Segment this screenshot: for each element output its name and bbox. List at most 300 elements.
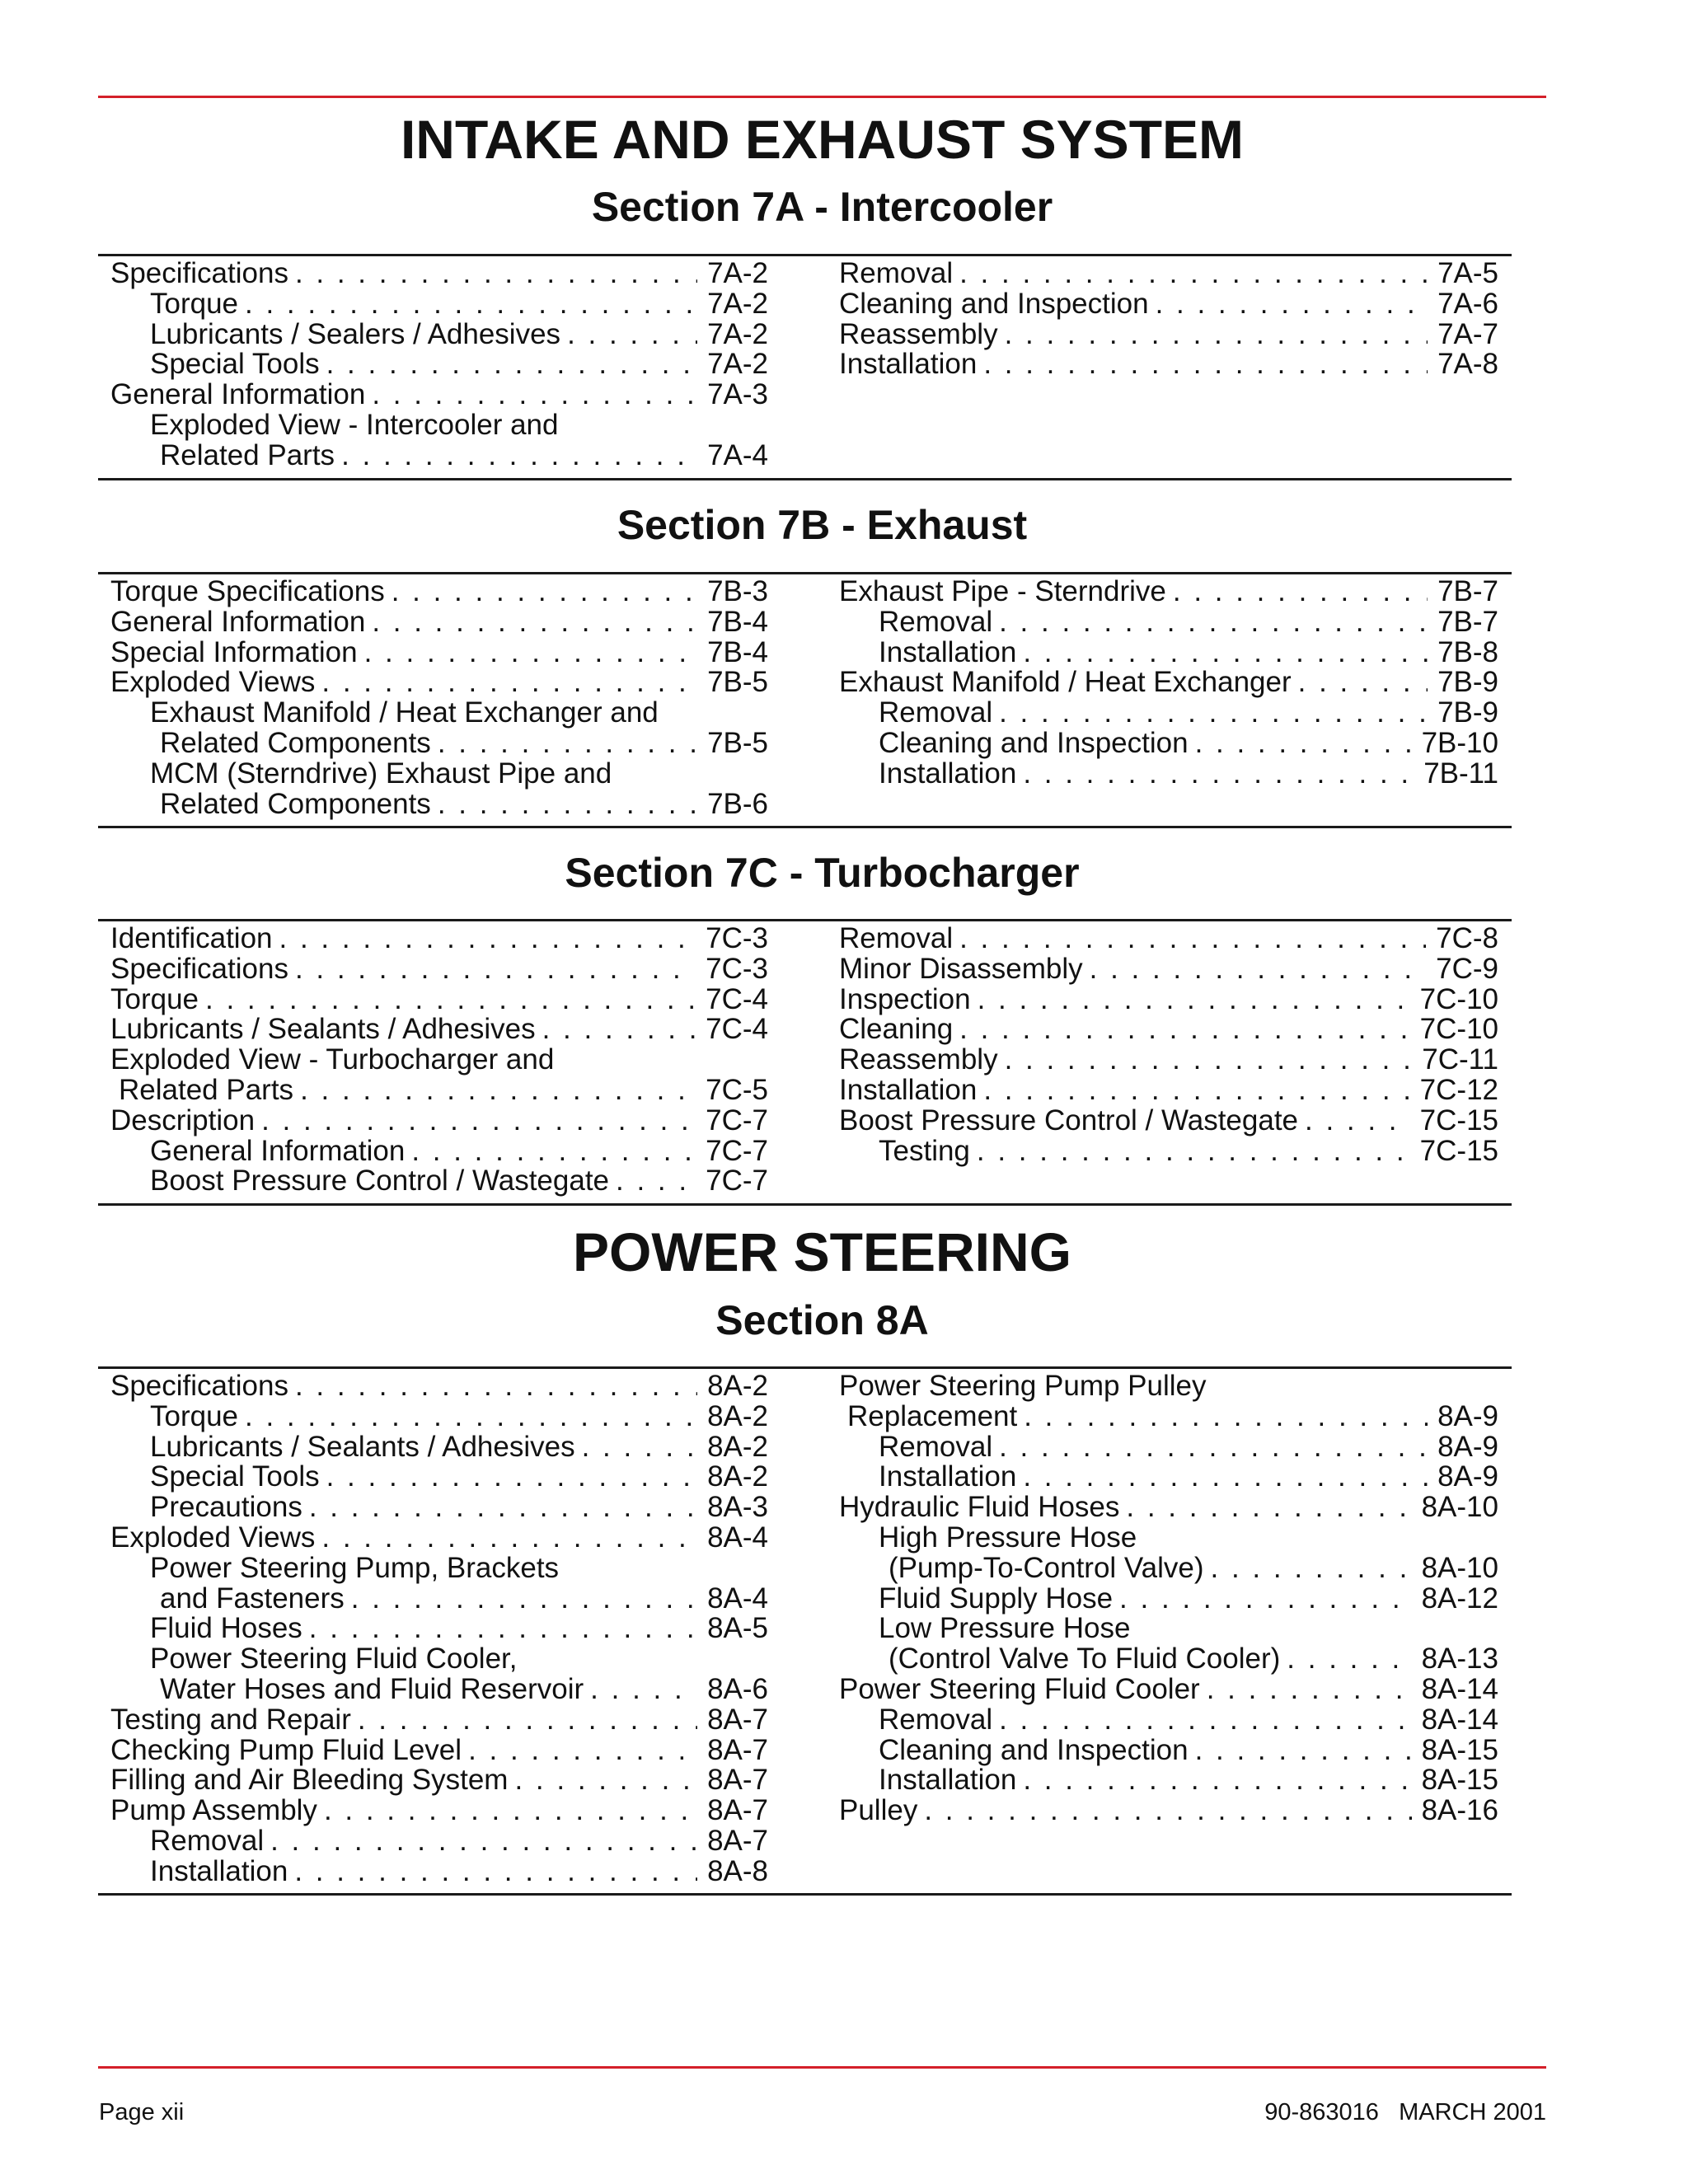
toc-entry-page: 7A-3 (707, 378, 768, 411)
chapter-title-intake-exhaust: INTAKE AND EXHAUST SYSTEM (400, 109, 1245, 170)
toc-entry-text: Related Parts (160, 438, 335, 471)
toc-entry-text: Special Tools (150, 1460, 320, 1493)
toc-dot-leader (999, 1705, 1411, 1736)
toc-entry-page: 7C-12 (1419, 1073, 1498, 1106)
toc-dot-leader (1024, 1402, 1428, 1432)
toc-entry-page: 7A-8 (1437, 348, 1498, 381)
toc-entry-page: 8A-7 (707, 1764, 768, 1797)
toc-entry-text: Installation (879, 1764, 1017, 1797)
toc-entry (839, 1462, 1498, 1493)
toc-dot-leader (999, 607, 1428, 638)
toc-entry-text: Lubricants / Sealants / Adhesives (110, 1013, 536, 1046)
toc-entry-text: Exhaust Pipe - Sterndrive (839, 575, 1166, 607)
toc-entry-text: Removal (839, 257, 954, 289)
toc-entry (839, 349, 1498, 380)
toc-entry (839, 759, 1498, 790)
section-7a-top-rule (98, 254, 1512, 256)
toc-entry (110, 1523, 768, 1554)
toc-entry (110, 289, 768, 320)
toc-entry-page: 7A-2 (707, 287, 768, 320)
toc-entry (110, 1462, 768, 1493)
toc-entry (839, 259, 1498, 289)
toc-column-8a-right (839, 1371, 1498, 1826)
toc-entry-page: 8A-9 (1437, 1430, 1498, 1463)
toc-entry (839, 1765, 1498, 1796)
section-title-7c: Section 7C - Turbocharger (565, 850, 1080, 896)
toc-dot-leader (1156, 289, 1428, 320)
toc-dot-leader (358, 1705, 697, 1736)
toc-entry (839, 668, 1498, 698)
toc-entry-page: 7B-3 (707, 575, 768, 607)
toc-entry-page: 8A-2 (707, 1460, 768, 1493)
toc-entry-text: Hydraulic Fluid Hoses (839, 1491, 1120, 1524)
toc-dot-leader (321, 668, 697, 698)
toc-entry (110, 1644, 768, 1675)
toc-entry-text: Exhaust Manifold / Heat Exchanger and (150, 696, 659, 729)
toc-dot-leader (245, 1402, 697, 1432)
toc-dot-leader (1126, 1493, 1411, 1523)
toc-column-7a-right (839, 259, 1498, 380)
toc-entry (839, 1644, 1498, 1675)
toc-entry-text: Removal (879, 1430, 993, 1463)
toc-dot-leader (411, 1137, 696, 1167)
toc-entry-page: 7B-4 (707, 635, 768, 668)
toc-dot-leader (294, 1857, 697, 1887)
toc-dot-leader (959, 1015, 1410, 1045)
toc-entry-text: General Information (150, 1134, 406, 1167)
toc-entry (839, 1705, 1498, 1736)
toc-entry-text: Fluid Hoses (150, 1612, 302, 1645)
toc-entry (110, 577, 768, 607)
toc-entry (110, 1045, 768, 1076)
toc-entry (839, 607, 1498, 638)
toc-entry (110, 982, 768, 1015)
toc-entry-page: 7C-7 (706, 1165, 768, 1197)
toc-entry-page: 7B-7 (1437, 605, 1498, 638)
toc-entry-text: Identification (110, 922, 273, 954)
section-title-7a: Section 7A - Intercooler (591, 184, 1053, 230)
toc-dot-leader (959, 924, 1426, 954)
toc-entry-text: Exhaust Manifold / Heat Exchanger (839, 666, 1292, 699)
toc-dot-leader (321, 1523, 697, 1554)
toc-entry-page: 8A-7 (707, 1733, 768, 1766)
toc-dot-leader (438, 729, 697, 759)
footer-doc-info: 90-863016 MARCH 2001 (1264, 2099, 1546, 2125)
toc-entry-page: 8A-15 (1421, 1733, 1498, 1766)
toc-entry-page: 8A-9 (1437, 1460, 1498, 1493)
toc-entry-text: Filling and Air Bleeding System (110, 1764, 509, 1797)
toc-dot-leader (270, 1826, 697, 1857)
toc-entry (839, 1551, 1498, 1584)
toc-entry-page: 8A-6 (707, 1672, 768, 1705)
toc-entry-page: 7A-7 (1437, 317, 1498, 350)
toc-dot-leader (959, 259, 1428, 289)
toc-entry-text: Installation (839, 348, 978, 381)
toc-dot-leader (983, 1076, 1409, 1106)
toc-entry-page: 7B-7 (1437, 575, 1498, 607)
toc-entry-text: Replacement (847, 1399, 1018, 1432)
toc-dot-leader (1195, 729, 1412, 759)
toc-entry (839, 1399, 1498, 1432)
toc-entry-page: 7B-6 (707, 787, 768, 820)
toc-entry-text: Checking Pump Fluid Level (110, 1733, 462, 1766)
toc-entry-page: 7B-9 (1437, 666, 1498, 699)
toc-entry (839, 1733, 1498, 1766)
toc-entry (839, 1106, 1498, 1137)
toc-entry (839, 289, 1498, 320)
toc-dot-leader (1023, 1462, 1428, 1493)
toc-entry (110, 924, 768, 954)
toc-entry-text: Low Pressure Hose (879, 1612, 1131, 1645)
toc-entry-text: Power Steering Pump, Brackets (150, 1551, 560, 1584)
toc-column-7a-left (110, 259, 768, 471)
toc-entry (110, 698, 768, 729)
toc-entry-text: Power Steering Fluid Cooler (839, 1672, 1200, 1705)
toc-dot-leader (999, 698, 1428, 729)
toc-dot-leader (514, 1765, 697, 1796)
toc-entry-page: 7C-7 (706, 1104, 768, 1137)
toc-entry (110, 1371, 768, 1402)
toc-dot-leader (1195, 1736, 1412, 1766)
toc-entry (110, 1134, 768, 1167)
toc-entry (110, 726, 768, 759)
toc-dot-leader (245, 289, 697, 320)
toc-entry-page: 7C-3 (706, 922, 768, 954)
toc-entry-text: Torque (150, 1399, 239, 1432)
toc-entry (839, 1584, 1498, 1615)
toc-entry (839, 1134, 1498, 1167)
toc-entry (839, 954, 1498, 985)
toc-entry-text: Removal (879, 605, 993, 638)
toc-dot-leader (1119, 1584, 1412, 1615)
toc-entry-text: Inspection (839, 982, 971, 1015)
toc-entry-text: General Information (110, 378, 366, 411)
toc-entry (110, 607, 768, 638)
section-7b-top-rule (98, 572, 1512, 574)
section-7c-bottom-rule (98, 1203, 1512, 1206)
toc-entry-page: 8A-4 (707, 1582, 768, 1615)
toc-dot-leader (468, 1736, 697, 1766)
toc-entry-page: 7B-9 (1437, 696, 1498, 729)
toc-entry-page: 7C-5 (706, 1073, 768, 1106)
toc-entry-page: 7A-4 (707, 438, 768, 471)
toc-entry-text: Related Parts (119, 1073, 294, 1106)
toc-entry-text: Exploded Views (110, 1521, 316, 1554)
toc-entry-text: Removal (150, 1824, 265, 1857)
toc-entry-text: Pump Assembly (110, 1794, 317, 1827)
toc-entry-text: Testing (879, 1134, 970, 1167)
toc-entry-page: 7A-2 (707, 348, 768, 381)
toc-entry-text: Special Information (110, 635, 358, 668)
toc-entry (110, 259, 768, 289)
toc-entry (839, 1371, 1498, 1402)
toc-entry (839, 726, 1498, 759)
toc-column-7b-right (839, 577, 1498, 790)
toc-entry-text: Cleaning and Inspection (839, 287, 1149, 320)
toc-entry (839, 577, 1498, 607)
toc-entry-text: Torque Specifications (110, 575, 385, 607)
toc-entry-text: Description (110, 1104, 256, 1137)
toc-dot-leader (1173, 577, 1428, 607)
toc-entry-text: Cleaning and Inspection (879, 1733, 1189, 1766)
toc-entry (110, 1493, 768, 1523)
toc-entry-page: 7A-2 (707, 257, 768, 289)
toc-entry-page: 7A-6 (1437, 287, 1498, 320)
toc-entry-text: Reassembly (839, 1043, 998, 1076)
toc-entry-page: 7C-3 (706, 952, 768, 985)
toc-entry (839, 982, 1498, 1015)
toc-entry-text: Exploded View - Turbocharger and (110, 1043, 555, 1076)
toc-entry-page: 7A-5 (1437, 257, 1498, 289)
toc-dot-leader (309, 1614, 697, 1644)
toc-entry-text: Installation (879, 635, 1017, 668)
toc-entry-page: 7C-8 (1436, 922, 1498, 954)
toc-entry-page: 8A-2 (707, 1430, 768, 1463)
toc-entry-text: Lubricants / Sealers / Adhesives (150, 317, 561, 350)
toc-entry (839, 317, 1498, 350)
toc-dot-leader (261, 1106, 696, 1137)
toc-dot-leader (309, 1493, 697, 1523)
toc-column-8a-left (110, 1371, 768, 1887)
toc-entry-page: 8A-13 (1421, 1643, 1498, 1675)
toc-dot-leader (542, 1015, 696, 1045)
toc-dot-leader (372, 607, 697, 638)
toc-entry (110, 1399, 768, 1432)
toc-entry (110, 1826, 768, 1857)
toc-entry-text: Removal (879, 696, 993, 729)
toc-dot-leader (324, 1796, 697, 1826)
toc-entry (110, 1584, 768, 1615)
toc-dot-leader (590, 1675, 697, 1705)
toc-entry-page: 8A-10 (1421, 1551, 1498, 1584)
toc-entry (110, 759, 768, 790)
toc-entry-text: Power Steering Pump Pulley (839, 1370, 1207, 1402)
toc-entry-page: 8A-10 (1421, 1491, 1498, 1524)
toc-dot-leader (999, 1432, 1428, 1463)
section-8a-bottom-rule (98, 1893, 1512, 1896)
toc-entry-page: 7C-4 (706, 982, 768, 1015)
toc-dot-leader (279, 924, 696, 954)
toc-entry-page: 8A-14 (1421, 1703, 1498, 1736)
toc-dot-leader (372, 380, 697, 410)
toc-entry-text: Power Steering Fluid Cooler, (150, 1643, 518, 1675)
toc-entry (110, 1015, 768, 1045)
toc-entry-page: 7C-10 (1419, 982, 1498, 1015)
toc-column-7c-right (839, 924, 1498, 1166)
toc-dot-leader (326, 1462, 697, 1493)
toc-entry (839, 698, 1498, 729)
toc-entry-page: 8A-16 (1421, 1794, 1498, 1827)
toc-entry-text: Minor Disassembly (839, 952, 1083, 985)
toc-entry (110, 954, 768, 985)
toc-dot-leader (1005, 1045, 1413, 1076)
toc-dot-leader (977, 1137, 1410, 1167)
toc-dot-leader (978, 985, 1410, 1015)
toc-column-7b-left (110, 577, 768, 819)
toc-dot-leader (1023, 759, 1414, 790)
toc-entry-page: 8A-8 (707, 1854, 768, 1887)
toc-entry-page: 8A-15 (1421, 1764, 1498, 1797)
toc-entry-text: Installation (150, 1854, 288, 1887)
toc-entry-text: Installation (879, 1460, 1017, 1493)
toc-entry (110, 1073, 768, 1106)
toc-entry-page: 7B-10 (1421, 726, 1498, 759)
toc-entry (839, 635, 1498, 668)
toc-entry-text: Pulley (839, 1794, 918, 1827)
toc-entry-page: 7B-5 (707, 726, 768, 759)
toc-entry-text: Water Hoses and Fluid Reservoir (160, 1672, 584, 1705)
toc-entry-text: Removal (879, 1703, 993, 1736)
toc-entry-page: 7C-7 (706, 1134, 768, 1167)
toc-entry (110, 349, 768, 380)
toc-entry-text: Precautions (150, 1491, 302, 1524)
toc-entry (110, 668, 768, 698)
toc-dot-leader (1298, 668, 1428, 698)
toc-entry-page: 8A-7 (707, 1824, 768, 1857)
toc-entry-page: 7B-4 (707, 605, 768, 638)
toc-entry-text: Related Components (160, 787, 431, 820)
toc-entry (110, 1705, 768, 1736)
toc-entry-text: Specifications (110, 952, 288, 985)
toc-entry-text: High Pressure Hose (879, 1521, 1137, 1554)
toc-entry-text: Specifications (110, 1370, 288, 1402)
toc-entry (839, 1614, 1498, 1644)
toc-entry (110, 1733, 768, 1766)
toc-entry (110, 1614, 768, 1644)
toc-entry-text: Exploded View - Intercooler and (150, 408, 559, 441)
toc-entry-page: 7C-11 (1422, 1043, 1498, 1076)
toc-entry (110, 1854, 768, 1887)
section-8a-top-rule (98, 1366, 1512, 1369)
toc-entry-page: 8A-14 (1421, 1672, 1498, 1705)
toc-entry-text: Related Components (160, 726, 431, 759)
toc-dot-leader (438, 790, 697, 820)
toc-entry-text: and Fasteners (160, 1582, 345, 1615)
toc-dot-leader (351, 1584, 697, 1615)
bottom-red-rule (98, 2066, 1546, 2069)
toc-entry-text: Cleaning and Inspection (879, 726, 1189, 759)
toc-entry-text: Installation (839, 1073, 978, 1106)
toc-entry-text: Reassembly (839, 317, 998, 350)
toc-entry-text: Cleaning (839, 1013, 954, 1046)
toc-entry (839, 1796, 1498, 1826)
toc-entry-text: Installation (879, 757, 1017, 790)
toc-dot-leader (295, 259, 697, 289)
toc-entry-text: (Control Valve To Fluid Cooler) (889, 1643, 1281, 1675)
toc-entry-text: (Pump-To-Control Valve) (889, 1551, 1204, 1584)
toc-entry-page: 8A-5 (707, 1612, 768, 1645)
toc-entry (110, 1166, 768, 1197)
toc-entry-page: 7B-11 (1423, 757, 1498, 790)
toc-entry-page: 7C-10 (1419, 1013, 1498, 1046)
toc-dot-leader (1211, 1554, 1412, 1584)
toc-entry-page: 8A-2 (707, 1370, 768, 1402)
toc-entry-page: 8A-12 (1421, 1582, 1498, 1615)
toc-entry-text: Torque (110, 982, 199, 1015)
toc-entry (110, 380, 768, 410)
toc-entry-page: 7B-5 (707, 666, 768, 699)
toc-entry-page: 8A-7 (707, 1703, 768, 1736)
toc-dot-leader (983, 349, 1428, 380)
toc-entry-page: 8A-7 (707, 1794, 768, 1827)
footer-page-label: Page xii (99, 2099, 185, 2125)
section-7c-top-rule (98, 919, 1512, 921)
toc-entry (839, 1523, 1498, 1554)
toc-entry-text: Removal (839, 922, 954, 954)
section-title-8a: Section 8A (715, 1297, 929, 1343)
toc-dot-leader (364, 638, 697, 668)
toc-dot-leader (1305, 1106, 1410, 1137)
toc-entry-page: 7C-15 (1419, 1104, 1498, 1137)
toc-dot-leader (341, 441, 697, 471)
toc-dot-leader (1207, 1675, 1412, 1705)
toc-entry-page: 8A-2 (707, 1399, 768, 1432)
toc-entry-text: Boost Pressure Control / Wastegate (839, 1104, 1299, 1137)
toc-entry (110, 1551, 768, 1584)
toc-entry-page: 8A-9 (1437, 1399, 1498, 1432)
toc-entry-text: Torque (150, 287, 239, 320)
toc-dot-leader (295, 954, 696, 985)
toc-entry (110, 1765, 768, 1796)
section-title-7b: Section 7B - Exhaust (617, 502, 1028, 548)
toc-dot-leader (205, 985, 696, 1015)
toc-entry-text: Testing and Repair (110, 1703, 351, 1736)
toc-entry (839, 1045, 1498, 1076)
toc-dot-leader (300, 1076, 696, 1106)
toc-dot-leader (1287, 1644, 1411, 1675)
toc-dot-leader (924, 1796, 1411, 1826)
toc-entry (839, 1432, 1498, 1463)
toc-dot-leader (1023, 1765, 1411, 1796)
toc-entry (110, 1432, 768, 1463)
section-7a-bottom-rule (98, 478, 1512, 480)
toc-entry (110, 317, 768, 350)
toc-entry (839, 924, 1498, 954)
toc-entry-text: Fluid Supply Hose (879, 1582, 1114, 1615)
toc-dot-leader (582, 1432, 697, 1463)
toc-entry (110, 1106, 768, 1137)
toc-entry (110, 438, 768, 471)
toc-entry (839, 1015, 1498, 1045)
toc-entry-text: Lubricants / Sealants / Adhesives (150, 1430, 575, 1463)
toc-entry-text: Exploded Views (110, 666, 316, 699)
toc-entry-page: 7C-15 (1419, 1134, 1498, 1167)
toc-entry-text: MCM (Sterndrive) Exhaust Pipe and (150, 757, 612, 790)
toc-entry-text: Special Tools (150, 348, 320, 381)
toc-dot-leader (616, 1166, 696, 1197)
toc-dot-leader (326, 349, 697, 380)
top-red-rule (98, 96, 1546, 98)
toc-dot-leader (1090, 954, 1427, 985)
chapter-title-power-steering: POWER STEERING (572, 1221, 1072, 1282)
section-7b-bottom-rule (98, 826, 1512, 828)
toc-dot-leader (567, 320, 697, 350)
toc-entry (839, 1493, 1498, 1523)
toc-column-7c-left (110, 924, 768, 1197)
toc-entry-page: 7C-9 (1436, 952, 1498, 985)
toc-dot-leader (1005, 320, 1428, 350)
toc-entry (110, 410, 768, 441)
toc-dot-leader (392, 577, 697, 607)
toc-entry-page: 8A-4 (707, 1521, 768, 1554)
toc-dot-leader (295, 1371, 697, 1402)
toc-dot-leader (1023, 638, 1428, 668)
toc-entry-page: 7A-2 (707, 317, 768, 350)
toc-entry-page: 8A-3 (707, 1491, 768, 1524)
toc-entry-text: General Information (110, 605, 366, 638)
toc-entry-text: Specifications (110, 257, 288, 289)
toc-entry-page: 7C-4 (706, 1013, 768, 1046)
